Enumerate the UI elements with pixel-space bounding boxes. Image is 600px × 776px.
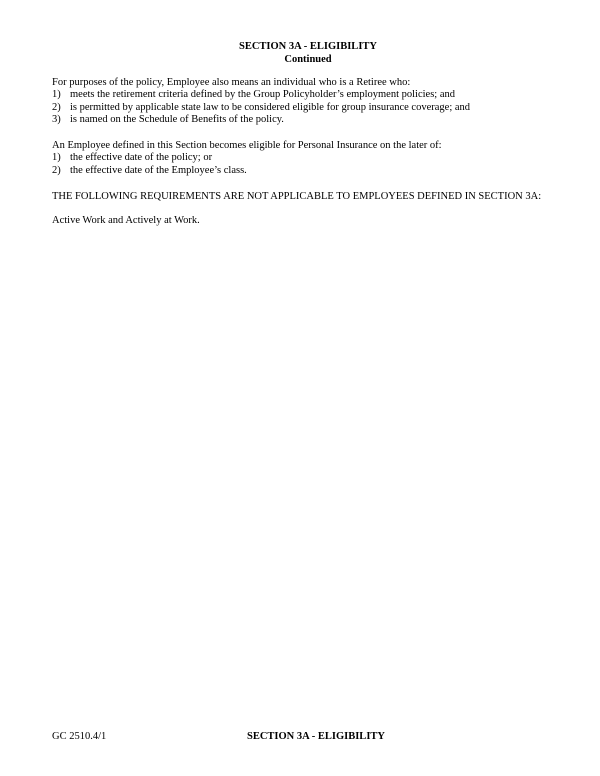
list-item (52, 165, 592, 177)
list-item-text: is permitted by applicable state law to be considered eligible for group insurance coverage; and (70, 101, 471, 113)
active-work-text: Active Work and Actively at Work. (52, 215, 200, 226)
retiree-definition-lead: For purposes of the policy, Employee also means an individual who is a Retiree who: (52, 77, 411, 88)
list-item-number: 2) (52, 164, 61, 176)
form-code: GC 2510.4/1 (52, 731, 107, 742)
section-subtitle: Continued (284, 54, 332, 65)
list-item-number: 1) (52, 89, 61, 101)
eligibility-date-paragraph (52, 140, 592, 177)
retiree-definition-paragraph (52, 77, 592, 126)
requirements-notice (52, 191, 592, 203)
footer-section-title: SECTION 3A - ELIGIBILITY (246, 731, 385, 742)
list-item (52, 152, 592, 164)
list-item-number: 2) (52, 101, 61, 113)
list-item (52, 114, 592, 126)
section-title: SECTION 3A - ELIGIBILITY (238, 41, 377, 52)
eligibility-date-lead: An Employee defined in this Section becomes eligible for Personal Insurance on the later of: (52, 140, 442, 151)
list-item-text: the effective date of the Employee’s class. (70, 164, 247, 176)
list-item-number: 1) (52, 152, 61, 164)
list-item-text: the effective date of the policy; or (70, 152, 213, 164)
active-work-paragraph (52, 215, 592, 227)
section-heading (0, 40, 600, 66)
list-item-number: 3) (52, 113, 61, 125)
list-item-text: meets the retirement criteria defined by the Group Policyholder’s employment policies; and (70, 89, 455, 101)
list-item-text: is named on the Schedule of Benefits of the policy. (70, 113, 284, 125)
list-item (52, 102, 592, 114)
requirements-notice-text: THE FOLLOWING REQUIREMENTS ARE NOT APPLICABLE TO EMPLOYEES DEFINED IN SECTION 3A: (52, 191, 542, 202)
list-item (52, 89, 592, 101)
